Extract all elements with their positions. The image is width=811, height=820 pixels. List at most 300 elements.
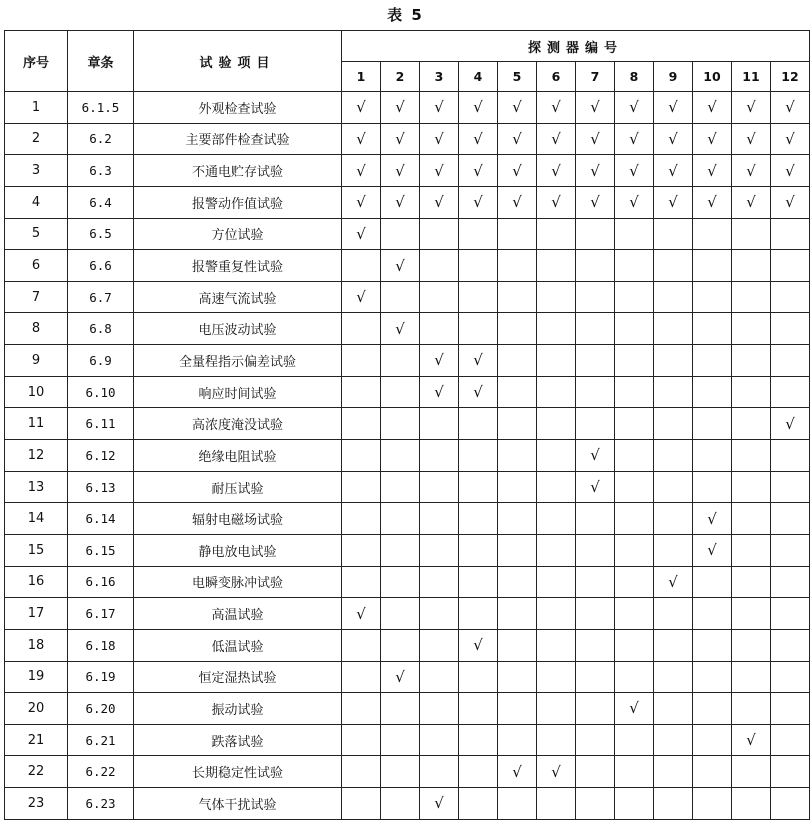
row-seq: 11 xyxy=(5,408,68,440)
check-cell-detector-3 xyxy=(420,155,459,187)
row-seq: 19 xyxy=(5,661,68,693)
check-cell-detector-1 xyxy=(342,534,381,566)
check-mark-icon: √ xyxy=(395,129,405,148)
check-cell-detector-8 xyxy=(615,693,654,725)
check-cell-detector-8 xyxy=(615,123,654,155)
row-seq: 6 xyxy=(5,250,68,282)
check-mark-icon: √ xyxy=(434,794,444,813)
check-cell-detector-9 xyxy=(654,566,693,598)
check-mark-icon: √ xyxy=(512,762,522,781)
check-cell-detector-8 xyxy=(615,155,654,187)
header-detector-9: 9 xyxy=(654,62,693,92)
row-test-item: 电瞬变脉冲试验 xyxy=(134,566,342,598)
check-cell-detector-6 xyxy=(537,661,576,693)
check-cell-detector-8 xyxy=(615,250,654,282)
table-row xyxy=(5,598,810,630)
check-mark-icon: √ xyxy=(551,762,561,781)
check-cell-detector-1 xyxy=(342,281,381,313)
check-cell-detector-12 xyxy=(771,218,810,250)
check-cell-detector-9 xyxy=(654,376,693,408)
check-cell-detector-4 xyxy=(459,313,498,345)
row-test-item: 全量程指示偏差试验 xyxy=(134,345,342,377)
table-row xyxy=(5,471,810,503)
check-cell-detector-3 xyxy=(420,629,459,661)
row-seq: 4 xyxy=(5,186,68,218)
check-mark-icon: √ xyxy=(785,414,795,433)
header-detector-11: 11 xyxy=(732,62,771,92)
row-seq: 15 xyxy=(5,534,68,566)
check-cell-detector-11 xyxy=(732,313,771,345)
check-cell-detector-4 xyxy=(459,503,498,535)
check-mark-icon: √ xyxy=(629,161,639,180)
table-row xyxy=(5,503,810,535)
check-cell-detector-5 xyxy=(498,724,537,756)
row-clause: 6.17 xyxy=(68,598,134,630)
check-cell-detector-12 xyxy=(771,788,810,820)
header-detector-6: 6 xyxy=(537,62,576,92)
check-cell-detector-5 xyxy=(498,503,537,535)
row-clause: 6.8 xyxy=(68,313,134,345)
row-clause: 6.10 xyxy=(68,376,134,408)
check-mark-icon: √ xyxy=(590,446,600,465)
check-cell-detector-11 xyxy=(732,218,771,250)
check-cell-detector-6 xyxy=(537,92,576,124)
check-cell-detector-6 xyxy=(537,155,576,187)
check-cell-detector-5 xyxy=(498,186,537,218)
check-cell-detector-12 xyxy=(771,123,810,155)
check-cell-detector-2 xyxy=(381,598,420,630)
row-clause: 6.5 xyxy=(68,218,134,250)
header-detector-2: 2 xyxy=(381,62,420,92)
check-cell-detector-8 xyxy=(615,756,654,788)
row-seq: 5 xyxy=(5,218,68,250)
row-seq: 18 xyxy=(5,629,68,661)
check-cell-detector-3 xyxy=(420,123,459,155)
row-test-item: 振动试验 xyxy=(134,693,342,725)
check-cell-detector-5 xyxy=(498,534,537,566)
check-cell-detector-2 xyxy=(381,693,420,725)
check-cell-detector-7 xyxy=(576,408,615,440)
row-seq: 7 xyxy=(5,281,68,313)
row-seq: 3 xyxy=(5,155,68,187)
check-cell-detector-5 xyxy=(498,123,537,155)
check-cell-detector-7 xyxy=(576,313,615,345)
check-cell-detector-11 xyxy=(732,345,771,377)
check-mark-icon: √ xyxy=(746,731,756,750)
check-cell-detector-4 xyxy=(459,250,498,282)
check-cell-detector-1 xyxy=(342,376,381,408)
check-mark-icon: √ xyxy=(668,193,678,212)
check-cell-detector-6 xyxy=(537,250,576,282)
check-cell-detector-9 xyxy=(654,313,693,345)
check-cell-detector-2 xyxy=(381,250,420,282)
check-cell-detector-8 xyxy=(615,186,654,218)
check-cell-detector-5 xyxy=(498,756,537,788)
header-detector-5: 5 xyxy=(498,62,537,92)
check-mark-icon: √ xyxy=(356,193,366,212)
check-cell-detector-4 xyxy=(459,281,498,313)
check-mark-icon: √ xyxy=(590,98,600,117)
check-cell-detector-4 xyxy=(459,788,498,820)
row-test-item: 辐射电磁场试验 xyxy=(134,503,342,535)
check-cell-detector-6 xyxy=(537,281,576,313)
check-cell-detector-7 xyxy=(576,123,615,155)
check-cell-detector-3 xyxy=(420,756,459,788)
check-cell-detector-5 xyxy=(498,598,537,630)
check-cell-detector-2 xyxy=(381,471,420,503)
row-seq: 16 xyxy=(5,566,68,598)
row-clause: 6.12 xyxy=(68,440,134,472)
check-cell-detector-5 xyxy=(498,788,537,820)
check-mark-icon: √ xyxy=(707,193,717,212)
check-mark-icon: √ xyxy=(785,193,795,212)
table-row xyxy=(5,566,810,598)
table-row xyxy=(5,281,810,313)
check-cell-detector-9 xyxy=(654,756,693,788)
row-clause: 6.16 xyxy=(68,566,134,598)
table-row xyxy=(5,756,810,788)
check-cell-detector-2 xyxy=(381,313,420,345)
check-mark-icon: √ xyxy=(395,256,405,275)
check-cell-detector-1 xyxy=(342,313,381,345)
check-cell-detector-10 xyxy=(693,724,732,756)
check-cell-detector-12 xyxy=(771,534,810,566)
check-cell-detector-6 xyxy=(537,693,576,725)
check-cell-detector-5 xyxy=(498,250,537,282)
check-mark-icon: √ xyxy=(356,161,366,180)
check-cell-detector-8 xyxy=(615,376,654,408)
check-cell-detector-2 xyxy=(381,440,420,472)
check-cell-detector-1 xyxy=(342,218,381,250)
row-test-item: 高浓度淹没试验 xyxy=(134,408,342,440)
row-clause: 6.3 xyxy=(68,155,134,187)
table-row xyxy=(5,218,810,250)
check-cell-detector-8 xyxy=(615,788,654,820)
check-cell-detector-12 xyxy=(771,345,810,377)
check-cell-detector-12 xyxy=(771,756,810,788)
check-cell-detector-3 xyxy=(420,693,459,725)
check-cell-detector-11 xyxy=(732,503,771,535)
check-cell-detector-4 xyxy=(459,629,498,661)
check-cell-detector-3 xyxy=(420,661,459,693)
check-cell-detector-11 xyxy=(732,471,771,503)
row-test-item: 电压波动试验 xyxy=(134,313,342,345)
check-cell-detector-2 xyxy=(381,756,420,788)
check-mark-icon: √ xyxy=(395,667,405,686)
check-cell-detector-7 xyxy=(576,345,615,377)
check-cell-detector-9 xyxy=(654,629,693,661)
check-cell-detector-7 xyxy=(576,92,615,124)
check-cell-detector-11 xyxy=(732,661,771,693)
check-cell-detector-8 xyxy=(615,218,654,250)
check-cell-detector-8 xyxy=(615,408,654,440)
check-cell-detector-8 xyxy=(615,281,654,313)
check-cell-detector-2 xyxy=(381,534,420,566)
check-mark-icon: √ xyxy=(551,161,561,180)
check-cell-detector-9 xyxy=(654,598,693,630)
row-clause: 6.22 xyxy=(68,756,134,788)
row-test-item: 静电放电试验 xyxy=(134,534,342,566)
row-seq: 1 xyxy=(5,92,68,124)
check-cell-detector-6 xyxy=(537,756,576,788)
check-cell-detector-1 xyxy=(342,724,381,756)
header-detector-3: 3 xyxy=(420,62,459,92)
check-cell-detector-1 xyxy=(342,629,381,661)
check-cell-detector-11 xyxy=(732,534,771,566)
check-cell-detector-1 xyxy=(342,503,381,535)
row-test-item: 气体干扰试验 xyxy=(134,788,342,820)
check-cell-detector-12 xyxy=(771,440,810,472)
check-cell-detector-6 xyxy=(537,440,576,472)
check-cell-detector-12 xyxy=(771,250,810,282)
table-row xyxy=(5,408,810,440)
check-cell-detector-11 xyxy=(732,408,771,440)
check-cell-detector-7 xyxy=(576,693,615,725)
check-cell-detector-9 xyxy=(654,661,693,693)
check-cell-detector-10 xyxy=(693,281,732,313)
check-cell-detector-6 xyxy=(537,566,576,598)
check-cell-detector-10 xyxy=(693,218,732,250)
check-cell-detector-4 xyxy=(459,756,498,788)
check-cell-detector-1 xyxy=(342,598,381,630)
check-cell-detector-11 xyxy=(732,440,771,472)
check-mark-icon: √ xyxy=(512,193,522,212)
check-cell-detector-12 xyxy=(771,598,810,630)
row-test-item: 跌落试验 xyxy=(134,724,342,756)
table-row xyxy=(5,186,810,218)
check-cell-detector-5 xyxy=(498,440,537,472)
check-cell-detector-2 xyxy=(381,281,420,313)
check-cell-detector-11 xyxy=(732,629,771,661)
check-mark-icon: √ xyxy=(512,129,522,148)
check-mark-icon: √ xyxy=(707,541,717,560)
table-row xyxy=(5,661,810,693)
check-cell-detector-6 xyxy=(537,788,576,820)
check-cell-detector-10 xyxy=(693,123,732,155)
table-row xyxy=(5,376,810,408)
table-row xyxy=(5,534,810,566)
check-mark-icon: √ xyxy=(434,161,444,180)
check-cell-detector-12 xyxy=(771,693,810,725)
check-cell-detector-6 xyxy=(537,629,576,661)
table-row xyxy=(5,123,810,155)
check-cell-detector-6 xyxy=(537,376,576,408)
check-cell-detector-1 xyxy=(342,440,381,472)
check-mark-icon: √ xyxy=(590,129,600,148)
table-row xyxy=(5,313,810,345)
check-cell-detector-8 xyxy=(615,534,654,566)
check-cell-detector-7 xyxy=(576,756,615,788)
check-cell-detector-4 xyxy=(459,598,498,630)
row-clause: 6.4 xyxy=(68,186,134,218)
check-mark-icon: √ xyxy=(551,129,561,148)
check-mark-icon: √ xyxy=(512,98,522,117)
check-cell-detector-2 xyxy=(381,724,420,756)
check-mark-icon: √ xyxy=(512,161,522,180)
check-cell-detector-4 xyxy=(459,440,498,472)
check-cell-detector-1 xyxy=(342,788,381,820)
row-clause: 6.19 xyxy=(68,661,134,693)
check-cell-detector-10 xyxy=(693,756,732,788)
row-test-item: 长期稳定性试验 xyxy=(134,756,342,788)
row-seq: 13 xyxy=(5,471,68,503)
check-cell-detector-3 xyxy=(420,345,459,377)
row-clause: 6.23 xyxy=(68,788,134,820)
check-cell-detector-2 xyxy=(381,345,420,377)
check-cell-detector-4 xyxy=(459,376,498,408)
table-row xyxy=(5,345,810,377)
check-cell-detector-9 xyxy=(654,408,693,440)
check-cell-detector-11 xyxy=(732,566,771,598)
check-cell-detector-4 xyxy=(459,693,498,725)
check-cell-detector-2 xyxy=(381,566,420,598)
check-cell-detector-6 xyxy=(537,471,576,503)
check-cell-detector-5 xyxy=(498,92,537,124)
check-cell-detector-5 xyxy=(498,218,537,250)
check-cell-detector-3 xyxy=(420,503,459,535)
check-cell-detector-8 xyxy=(615,440,654,472)
header-clause: 章条 xyxy=(68,31,134,92)
check-cell-detector-1 xyxy=(342,471,381,503)
table-row xyxy=(5,693,810,725)
check-cell-detector-12 xyxy=(771,724,810,756)
check-cell-detector-1 xyxy=(342,566,381,598)
check-mark-icon: √ xyxy=(707,161,717,180)
check-cell-detector-7 xyxy=(576,281,615,313)
check-cell-detector-3 xyxy=(420,92,459,124)
row-test-item: 主要部件检查试验 xyxy=(134,123,342,155)
check-mark-icon: √ xyxy=(707,129,717,148)
check-cell-detector-12 xyxy=(771,661,810,693)
check-cell-detector-7 xyxy=(576,250,615,282)
check-mark-icon: √ xyxy=(590,478,600,496)
check-cell-detector-8 xyxy=(615,598,654,630)
check-cell-detector-3 xyxy=(420,566,459,598)
check-cell-detector-7 xyxy=(576,186,615,218)
check-cell-detector-5 xyxy=(498,693,537,725)
row-seq: 22 xyxy=(5,756,68,788)
row-test-item: 高温试验 xyxy=(134,598,342,630)
table-row xyxy=(5,250,810,282)
table-row xyxy=(5,629,810,661)
check-mark-icon: √ xyxy=(629,699,639,718)
check-mark-icon: √ xyxy=(746,129,756,148)
header-detector-8: 8 xyxy=(615,62,654,92)
check-mark-icon: √ xyxy=(434,351,444,370)
check-cell-detector-2 xyxy=(381,503,420,535)
check-mark-icon: √ xyxy=(434,193,444,212)
check-cell-detector-4 xyxy=(459,471,498,503)
check-cell-detector-5 xyxy=(498,408,537,440)
check-mark-icon: √ xyxy=(746,193,756,212)
row-test-item: 报警动作值试验 xyxy=(134,186,342,218)
check-mark-icon: √ xyxy=(746,161,756,180)
check-cell-detector-10 xyxy=(693,408,732,440)
check-cell-detector-4 xyxy=(459,566,498,598)
check-mark-icon: √ xyxy=(707,98,717,117)
row-seq: 23 xyxy=(5,788,68,820)
row-clause: 6.1.5 xyxy=(68,92,134,124)
check-cell-detector-8 xyxy=(615,566,654,598)
check-cell-detector-7 xyxy=(576,376,615,408)
check-cell-detector-1 xyxy=(342,693,381,725)
check-cell-detector-11 xyxy=(732,693,771,725)
check-cell-detector-10 xyxy=(693,186,732,218)
check-mark-icon: √ xyxy=(551,98,561,117)
check-cell-detector-3 xyxy=(420,281,459,313)
check-cell-detector-10 xyxy=(693,788,732,820)
check-mark-icon: √ xyxy=(629,98,639,117)
check-cell-detector-11 xyxy=(732,281,771,313)
check-mark-icon: √ xyxy=(590,161,600,180)
check-cell-detector-9 xyxy=(654,693,693,725)
check-cell-detector-12 xyxy=(771,566,810,598)
check-cell-detector-7 xyxy=(576,598,615,630)
check-cell-detector-4 xyxy=(459,186,498,218)
check-mark-icon: √ xyxy=(473,129,483,148)
check-cell-detector-10 xyxy=(693,376,732,408)
check-cell-detector-10 xyxy=(693,471,732,503)
check-cell-detector-6 xyxy=(537,313,576,345)
check-cell-detector-9 xyxy=(654,281,693,313)
check-cell-detector-10 xyxy=(693,503,732,535)
check-cell-detector-6 xyxy=(537,598,576,630)
check-cell-detector-4 xyxy=(459,345,498,377)
check-cell-detector-2 xyxy=(381,218,420,250)
row-clause: 6.21 xyxy=(68,724,134,756)
check-mark-icon: √ xyxy=(746,98,756,117)
check-cell-detector-7 xyxy=(576,788,615,820)
check-cell-detector-4 xyxy=(459,661,498,693)
check-cell-detector-5 xyxy=(498,661,537,693)
check-cell-detector-7 xyxy=(576,471,615,503)
check-cell-detector-4 xyxy=(459,123,498,155)
check-cell-detector-3 xyxy=(420,186,459,218)
row-seq: 20 xyxy=(5,693,68,725)
check-mark-icon: √ xyxy=(473,98,483,117)
check-mark-icon: √ xyxy=(551,193,561,212)
row-clause: 6.20 xyxy=(68,693,134,725)
check-cell-detector-3 xyxy=(420,724,459,756)
check-cell-detector-8 xyxy=(615,92,654,124)
check-mark-icon: √ xyxy=(629,193,639,212)
check-mark-icon: √ xyxy=(434,98,444,117)
header-detector-10: 10 xyxy=(693,62,732,92)
row-clause: 6.15 xyxy=(68,534,134,566)
check-cell-detector-1 xyxy=(342,123,381,155)
check-mark-icon: √ xyxy=(668,161,678,180)
check-cell-detector-4 xyxy=(459,724,498,756)
check-cell-detector-2 xyxy=(381,629,420,661)
check-cell-detector-1 xyxy=(342,661,381,693)
check-mark-icon: √ xyxy=(668,129,678,148)
check-cell-detector-11 xyxy=(732,756,771,788)
check-cell-detector-9 xyxy=(654,155,693,187)
check-cell-detector-7 xyxy=(576,629,615,661)
check-cell-detector-6 xyxy=(537,503,576,535)
check-cell-detector-9 xyxy=(654,186,693,218)
check-cell-detector-2 xyxy=(381,408,420,440)
row-clause: 6.2 xyxy=(68,123,134,155)
check-cell-detector-12 xyxy=(771,471,810,503)
check-cell-detector-10 xyxy=(693,629,732,661)
row-test-item: 外观检查试验 xyxy=(134,92,342,124)
check-cell-detector-5 xyxy=(498,345,537,377)
table-caption: 表 5 xyxy=(387,6,424,24)
check-cell-detector-1 xyxy=(342,345,381,377)
check-cell-detector-1 xyxy=(342,250,381,282)
header-detector-group: 探测器编号 xyxy=(342,31,810,62)
